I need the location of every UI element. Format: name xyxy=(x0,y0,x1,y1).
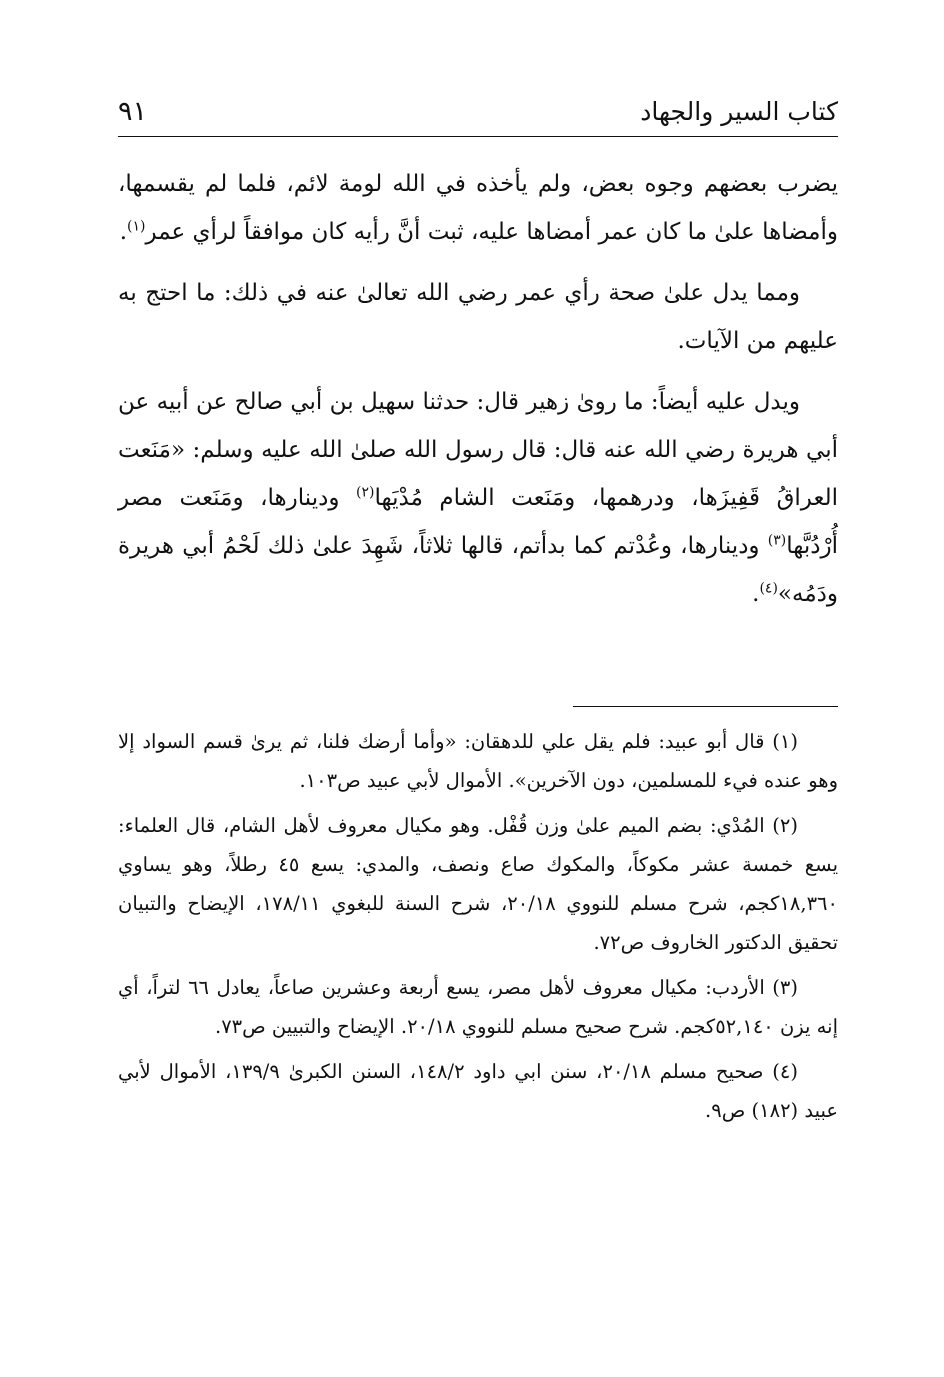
paragraph-1-text: يضرب بعضهم وجوه بعض، ولم يأخذه في الله لومة لائم، فلما لم يقسمها، وأمضاها علىٰ ما كان عمر أمضاها عليه، ثبت أنَّ رأيه كان موافقاً لرأي عمر xyxy=(118,171,838,245)
paragraph-1-end: . xyxy=(119,219,128,245)
paragraph-3-end: . xyxy=(752,581,760,607)
paragraph-2: ومما يدل علىٰ صحة رأي عمر رضي الله تعالىٰ عنه في ذلك: ما احتج به عليهم من الآيات. xyxy=(118,280,838,354)
footnote-ref-2: (٢) xyxy=(356,484,375,501)
paragraph-3-text-c: ودينارها، وعُدْتم كما بدأتم، قالها ثلاثاً، شَهِدَ علىٰ ذلك لَحْمُ أبي هريرة ودَمُه» xyxy=(118,533,838,607)
paragraph-3-text-a: ويدل عليه أيضاً: ما روىٰ زهير قال: حدثنا سهيل بن أبي صالح عن أبيه عن أبي هريرة رضي الله عنه قال: قال رسول الله صلىٰ الله عليه وسلم: «مَنَعت العراقُ قَفِيزَها، ودرهمها، ومَنَعت الشام مُدْيَها xyxy=(118,389,838,511)
paragraph-1 xyxy=(118,160,838,256)
header-rule xyxy=(118,136,838,137)
page-header xyxy=(118,82,838,132)
footnote-ref-4: (٤) xyxy=(759,580,778,597)
footnotes xyxy=(118,722,838,1136)
footnote-separator xyxy=(573,706,838,707)
running-title: كتاب السير والجهاد xyxy=(640,97,838,126)
footnote-1: (١) قال أبو عبيد: فلم يقل علي للدهقان: «وأما أرضك فلنا، ثم يرىٰ قسم السواد إلا وهو عنده فيء للمسلمين، دون الآخرين». الأموال لأبي عبيد ص١٠٣. xyxy=(118,730,838,792)
footnote-3: (٣) الأردب: مكيال معروف لأهل مصر، يسع أربعة وعشرين صاعاً، يعادل ٦٦ لتراً، أي إنه يزن ٥٢,١٤٠كجم. شرح صحيح مسلم للنووي ٢٠/١٨. الإيضاح والتبيين ص٧٣. xyxy=(118,976,838,1038)
footnote-4: (٤) صحيح مسلم ٢٠/١٨، سنن ابي داود ١٤٨/٢، السنن الكبرىٰ ١٣٩/٩، الأموال لأبي عبيد (١٨٢) ص٩. xyxy=(118,1060,838,1122)
paragraph-3-text-b: ودينارها، ومَنَعت مصر أُرْدُبَّها xyxy=(118,485,838,559)
main-text xyxy=(118,160,838,631)
paragraph-3 xyxy=(118,378,838,618)
footnote-2: (٢) المُدْي: بضم الميم علىٰ وزن قُفْل. وهو مكيال معروف لأهل الشام، قال العلماء: يسع خمسة عشر مكوكاً، والمكوك صاع ونصف، والمدي: يسع ٤٥ رطلاً، وهو يساوي ١٨,٣٦٠كجم، شرح مسلم للنووي ٢٠/١٨، شرح السنة للبغوي ١٧٨/١١، الإيضاح والتبيان تحقيق الدكتور الخاروف ص٧٢. xyxy=(118,814,838,954)
page-number: ٩١ xyxy=(118,96,148,127)
footnote-ref-3: (٣) xyxy=(767,532,787,549)
footnote-ref-1: (١) xyxy=(127,218,146,235)
